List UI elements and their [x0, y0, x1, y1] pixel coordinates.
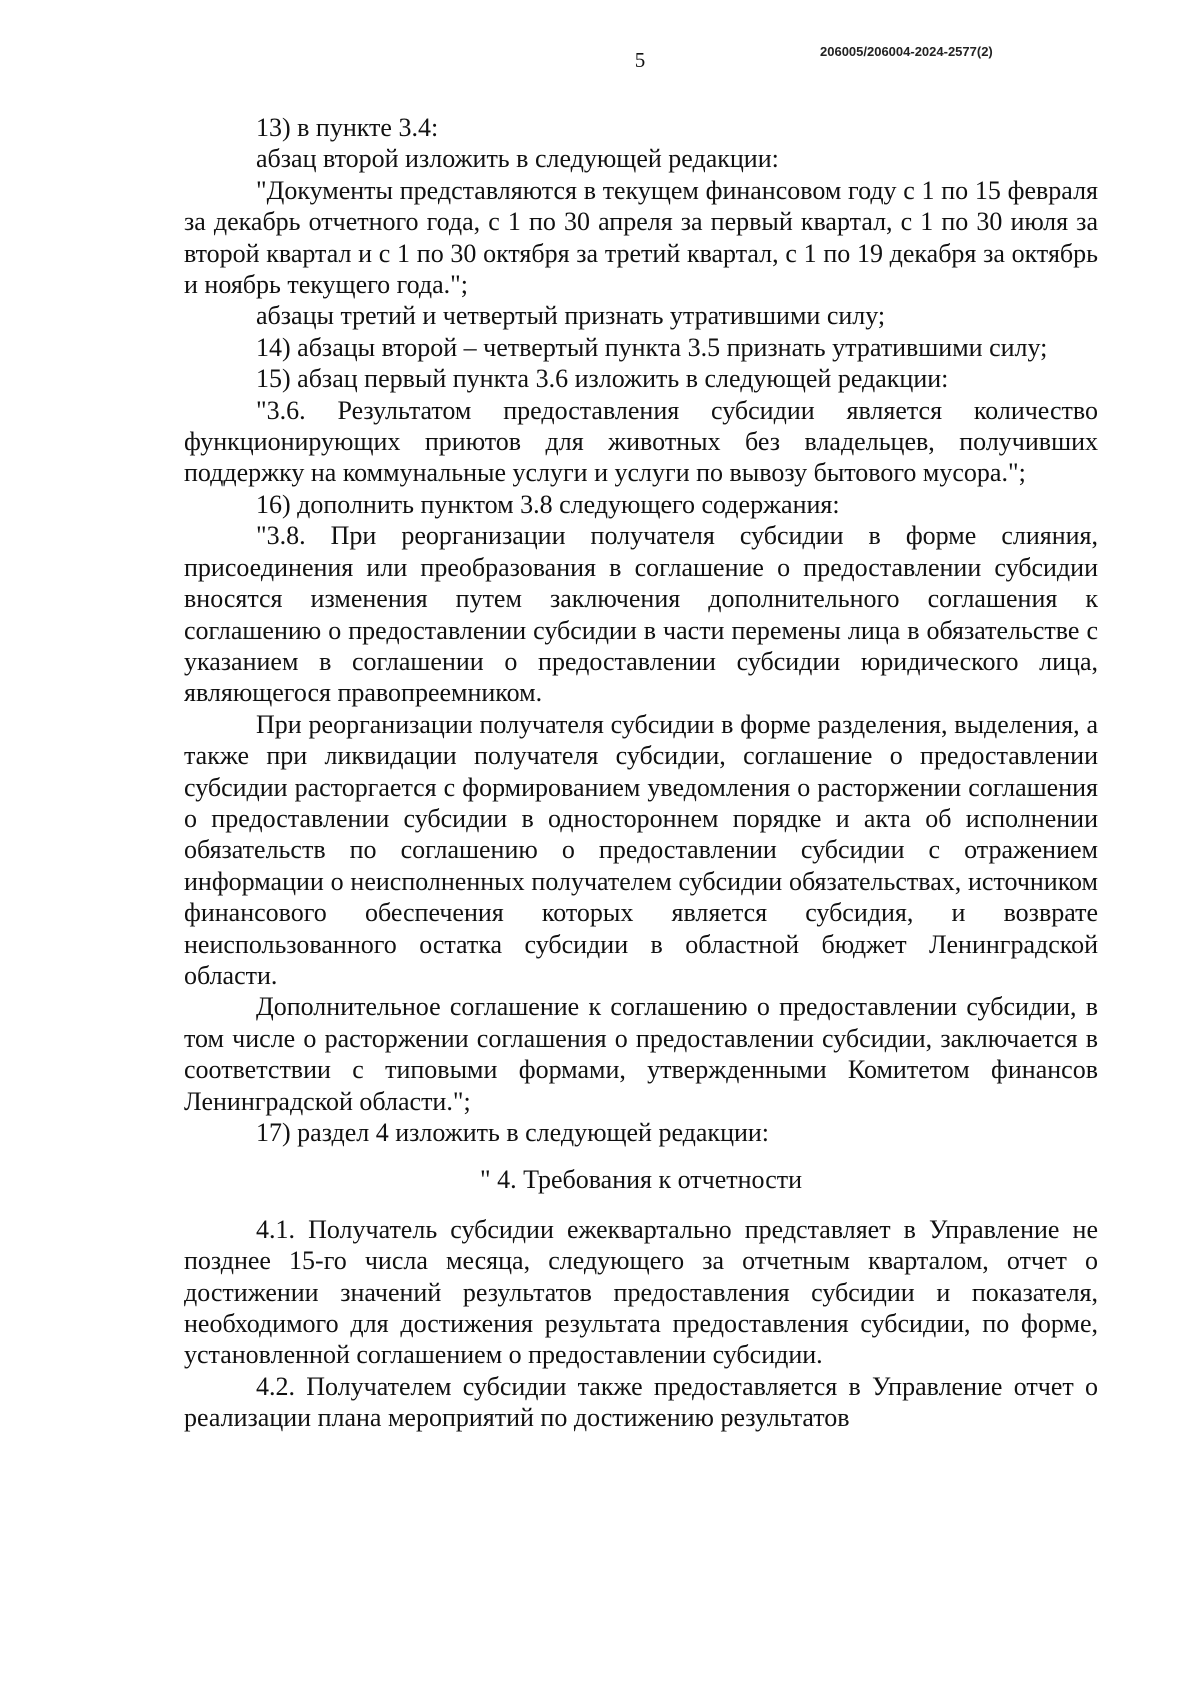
paragraph: 13) в пункте 3.4: — [256, 113, 439, 142]
paragraph: Дополнительное соглашение к соглашению о предоставлении субсидии, в том числе о расторжении соглашения о предоставлении субсидии, заключается в соответствии с типовыми формами, утвержденными Комитетом финансов Ленинградской области."; — [184, 992, 1098, 1116]
paragraph: "Документы представляются в текущем финансовом году с 1 по 15 февраля за декабрь отчетного года, с 1 по 30 апреля за первый квартал, с 1 по 30 июля за второй квартал и с 1 по 30 октября за третий квартал, с 1 по 19 декабря за октябрь и ноябрь текущего года."; — [184, 175, 1098, 300]
paragraph: абзац второй изложить в следующей редакции: — [256, 144, 779, 174]
paragraph: При реорганизации получателя субсидии в форме разделения, выделения, а также при ликвидации получателя субсидии, соглашение о предоставлении субсидии расторгается с формированием уведомления о расторжении соглашения о предоставлении субсидии в одностороннем порядке и акта об исполнении обязательств по соглашению о предоставлении субсидии с отражением информации о неисполненных получателем субсидии обязательствах, источником финансового обеспечения которых является субсидия, и возврате неиспользованного остатка субсидии в областной бюджет Ленинградской области. — [184, 709, 1098, 990]
paragraph: 14) абзацы второй – четвертый пункта 3.5 признать утратившими силу; — [256, 332, 1048, 362]
paragraph: "3.6. Результатом предоставления субсидии является количество функционирующих приютов для животных без владельцев, получивших поддержку на коммунальные услуги и услуги по вывозу бытового мусора."; — [184, 395, 1098, 488]
paragraph: 4.1. Получатель субсидии ежеквартально представляет в Управление не позднее 15-го числа месяца, следующего за отчетным кварталом, отчет о достижении значений результатов предоставления субсидии и показателя, необходимого для достижения результата предоставления субсидии, по форме, установленной соглашением о предоставлении субсидии. — [184, 1214, 1098, 1370]
paragraph: 16) дополнить пунктом 3.8 следующего содержания: — [256, 489, 840, 519]
page-number: 5 — [634, 48, 646, 72]
paragraph: абзацы третий и четвертый признать утратившими силу; — [256, 301, 886, 331]
paragraph: "3.8. При реорганизации получателя субсидии в форме слияния, присоединения или преобразования в соглашение о предоставлении субсидии вносятся изменения путем заключения дополнительного соглашения к соглашению о предоставлении субсидии в части перемены лица в обязательстве с указанием в соглашении о предоставлении субсидии юридического лица, являющегося правопреемником. — [184, 521, 1098, 708]
section-heading: " 4. Требования к отчетности — [479, 1165, 803, 1195]
paragraph: 15) абзац первый пункта 3.6 изложить в следующей редакции: — [256, 364, 949, 394]
paragraph: 17) раздел 4 изложить в следующей редакции: — [256, 1118, 770, 1147]
document-id: 206005/206004-2024-2577(2) — [820, 44, 993, 59]
document-body — [184, 112, 1098, 1434]
paragraph: 4.2. Получателем субсидии также предоставляется в Управление отчет о реализации плана мероприятий по достижению результатов — [184, 1371, 1098, 1433]
